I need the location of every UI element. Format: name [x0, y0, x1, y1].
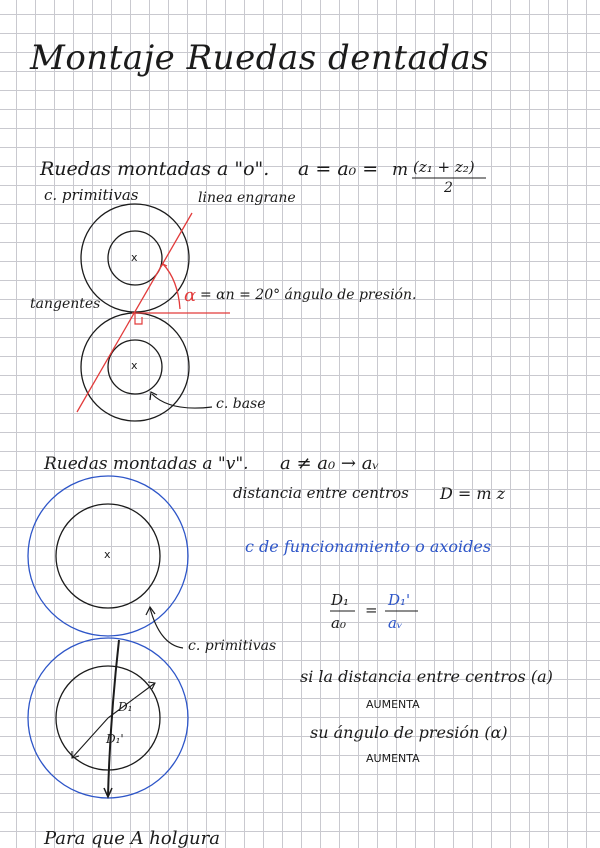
- ratio-den-left: a₀: [331, 614, 346, 632]
- vertical-arrow: [108, 640, 119, 796]
- right-angle-marker: [135, 313, 142, 324]
- label-d1: D₁: [118, 700, 133, 714]
- label-primitivas: c. primitivas: [44, 186, 139, 204]
- funcionamiento-label: c de funcionamiento o axoides: [245, 537, 492, 556]
- distance-formula: D = m z: [440, 484, 506, 503]
- formula-numerator: (z₁ + z₂): [413, 158, 475, 176]
- upper-center-mark-2: x: [104, 548, 111, 561]
- label-base: c. base: [216, 396, 266, 412]
- label-d1p: D₁': [106, 732, 124, 746]
- label-pressure-angle: = αn = 20° ángulo de presión.: [200, 287, 417, 303]
- condition-angle: su ángulo de presión (α): [310, 723, 508, 742]
- footer-text: Para que A holgura: [44, 828, 220, 848]
- d1p-arrow: [72, 718, 108, 758]
- upper-center-mark: x: [131, 251, 138, 264]
- section2-heading: Ruedas montadas a "v".: [44, 454, 249, 474]
- formula-left: a = a₀ =: [298, 158, 379, 180]
- lower-center-mark: x: [131, 359, 138, 372]
- label-alpha: α: [184, 285, 197, 306]
- ratio-num-left: D₁: [331, 591, 350, 609]
- label-primitivas-2: c. primitivas: [188, 638, 277, 654]
- base-arrow: [152, 394, 212, 408]
- condition-distance: si la distancia entre centros (a): [300, 667, 553, 686]
- label-linea-engrane: linea engrane: [198, 190, 296, 206]
- result-angle: AUMENTA: [366, 752, 420, 765]
- ratio-eq: =: [365, 601, 378, 619]
- page-title: Montaje Ruedas dentadas: [30, 38, 490, 78]
- distance-text: distancia entre centros: [233, 484, 409, 502]
- ratio-den-right: aᵥ: [388, 614, 403, 632]
- relation: a ≠ a₀ → aᵥ: [280, 453, 380, 474]
- result-distance: AUMENTA: [366, 698, 420, 711]
- formula-denominator: 2: [444, 180, 453, 196]
- formula-m: m: [392, 160, 409, 180]
- ratio-num-right: D₁': [388, 591, 411, 609]
- label-tangentes: tangentes: [30, 296, 101, 312]
- section1-heading: Ruedas montadas a "o".: [40, 158, 270, 180]
